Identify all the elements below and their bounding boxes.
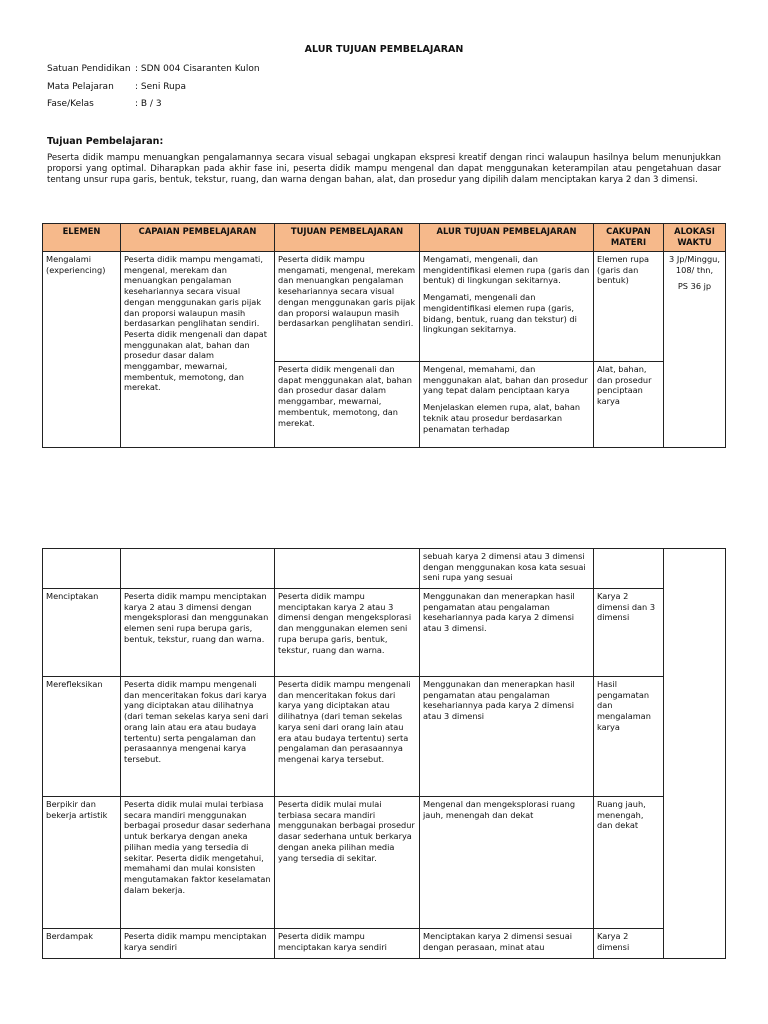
cell-capaian: Peserta didik mampu menciptakan karya sendiri [121,929,275,959]
meta-phase [47,99,162,109]
cell-tujuan: Peserta didik mampu mengenali dan menceritakan fokus dari karya yang diciptakan atau dilihatnya (dari teman sekelas karya seni dari orang lain atau era atau budaya tertentu) serta pengalaman dan perasaannya mengenai karya tersebut. [275,677,420,797]
header-cakupan: CAKUPAN MATERI [594,224,664,252]
meta-value: : B / 3 [135,99,162,109]
cell-tujuan: Peserta didik mengenali dan dapat menggunakan alat, bahan dan prosedur dasar dalam menggambar, mewarnai, membentuk, memotong, dan merekat. [275,362,420,448]
cell-cakupan: Hasil pengamatan dan mengalaman karya [594,677,664,797]
meta-label: Mata Pelajaran [47,82,114,92]
meta-label: Fase/Kelas [47,99,94,109]
cell-elemen: Berpikir dan bekerja artistik [43,797,121,929]
header-alokasi: ALOKASI WAKTU [664,224,726,252]
header-elemen: ELEMEN [43,224,121,252]
cell-cakupan: Alat, bahan, dan prosedur penciptaan karya [594,362,664,448]
cell-cakupan: Karya 2 dimensi dan 3 dimensi [594,589,664,677]
document-title: ALUR TUJUAN PEMBELAJARAN [304,44,464,55]
cell-capaian: Peserta didik mampu mengenali dan menceritakan fokus dari karya yang diciptakan atau dilihatnya (dari teman sekelas karya seni dari orang lain atau era atau budaya tertentu) serta pengalaman dan perasaannya mengenai karya tersebut. [121,677,275,797]
meta-value: : Seni Rupa [135,82,186,92]
cell-alur [420,362,594,448]
cell-alur [420,252,594,362]
alur-point: Mengenal, memahami, dan menggunakan alat, bahan dan prosedur yang tepat dalam penciptaan karya [423,364,588,396]
header-capaian: CAPAIAN PEMBELAJARAN [121,224,275,252]
section-title: Tujuan Pembelajaran: [47,136,164,147]
cell-tujuan: Peserta didik mampu menciptakan karya sendiri [275,929,420,959]
meta-label: Satuan Pendidikan [47,64,131,74]
intro-paragraph: Peserta didik mampu menuangkan pengalamannya secara visual sebagai ungkapan ekspresi kreatif dengan rinci walaupun hasilnya belum menunjukkan proporsi yang optimal. Diharapkan pada akhir fase ini, peserta didik mampu mengenal dan dapat menggunakan keterampilan atau pengetahuan dasar tentang unsur rupa garis, bentuk, tekstur, ruang, dan warna dengan bahan, alat, dan prosedur yang dipilih dalam menciptakan karya 2 dan 3 dimensi. [47,153,721,186]
cell-tujuan: Peserta didik mampu mengamati, mengenal, merekam dan menuangkan pengalaman kesehariannya secara visual dengan menggunakan garis pijak dan proporsi walaupun masih berdasarkan penglihatan sendiri. [275,252,420,362]
cell-alur: sebuah karya 2 dimensi atau 3 dimensi dengan menggunakan kosa kata sesuai seni rupa yang sesuai [420,549,594,589]
header-alur: ALUR TUJUAN PEMBELAJARAN [420,224,594,252]
cell-tujuan: Peserta didik mampu menciptakan karya 2 atau 3 dimensi dengan mengeksplorasi dan menggunakan elemen seni rupa berupa garis, bentuk, tekstur, ruang dan warna. [275,589,420,677]
cell-cakupan: Elemen rupa (garis dan bentuk) [594,252,664,362]
atp-table-part1 [42,223,726,448]
cell-cakupan: Ruang jauh, menengah, dan dekat [594,797,664,929]
cell-alokasi [664,252,726,448]
cell-elemen: Merefleksikan [43,677,121,797]
meta-value: : SDN 004 Cisaranten Kulon [135,64,260,74]
alur-point: Mengamati, mengenali dan mengidentifikasi elemen rupa (garis, bidang, bentuk, ruang dan tekstur) di lingkungan sekitarnya. [423,292,577,335]
cell-alur: Menggunakan dan menerapkan hasil pengamatan atau pengalaman kesehariannya pada karya 2 dimensi atau 3 dimensi [420,677,594,797]
cell-alur: Menciptakan karya 2 dimensi sesuai dengan perasaan, minat atau [420,929,594,959]
cell-elemen [43,549,121,589]
alur-point: Menjelaskan elemen rupa, alat, bahan teknik atau prosedur berdasarkan penamatan terhadap [423,402,581,434]
cell-cakupan: Karya 2 dimensi [594,929,664,959]
atp-table-part2 [42,548,726,959]
alokasi-line: PS 36 jp [677,281,712,292]
cell-capaian: Peserta didik mulai mulai terbiasa secara mandiri menggunakan berbagai prosedur dasar sederhana untuk berkarya dengan aneka pilihan media yang tersedia di sekitar. Peserta didik mengetahui, memahami dan mulai konsisten mengutamakan faktor keselamatan dalam bekerja. [121,797,275,929]
alokasi-line: 3 Jp/Minggu, 108/ thn, [669,254,720,275]
cell-capaian [121,549,275,589]
cell-elemen: Mengalami (experiencing) [43,252,121,448]
cell-elemen: Berdampak [43,929,121,959]
cell-alur: Mengenal dan mengeksplorasi ruang jauh, menengah dan dekat [420,797,594,929]
cell-elemen: Menciptakan [43,589,121,677]
cell-capaian: Peserta didik mampu mengamati, mengenal, merekam dan menuangkan pengalaman kesehariannya secara visual dengan menggunakan garis pijak dan proporsi walaupun masih berdasarkan penglihatan sendiri. Peserta didik mengenali dan dapat menggunakan alat, bahan dan prosedur dasar dalam menggambar, mewarnai, membentuk, memotong, dan merekat. [121,252,275,448]
cell-alokasi [664,549,726,959]
cell-alur: Menggunakan dan menerapkan hasil pengamatan atau pengalaman kesehariannya pada karya 2 dimensi atau 3 dimensi. [420,589,594,677]
meta-school [47,64,260,74]
meta-subject [47,82,186,92]
cell-capaian: Peserta didik mampu menciptakan karya 2 atau 3 dimensi dengan mengeksplorasi dan menggunakan elemen seni rupa berupa garis, bentuk, tekstur, ruang dan warna. [121,589,275,677]
cell-cakupan [594,549,664,589]
alur-point: Mengamati, mengenali, dan mengidentifikasi elemen rupa (garis dan bentuk) di lingkungan sekitarnya. [423,254,590,286]
header-tujuan: TUJUAN PEMBELAJARAN [275,224,420,252]
cell-tujuan: Peserta didik mulai mulai terbiasa secara mandiri menggunakan berbagai prosedur dasar sederhana untuk berkarya dengan aneka pilihan media yang tersedia di sekitar. [275,797,420,929]
cell-tujuan [275,549,420,589]
